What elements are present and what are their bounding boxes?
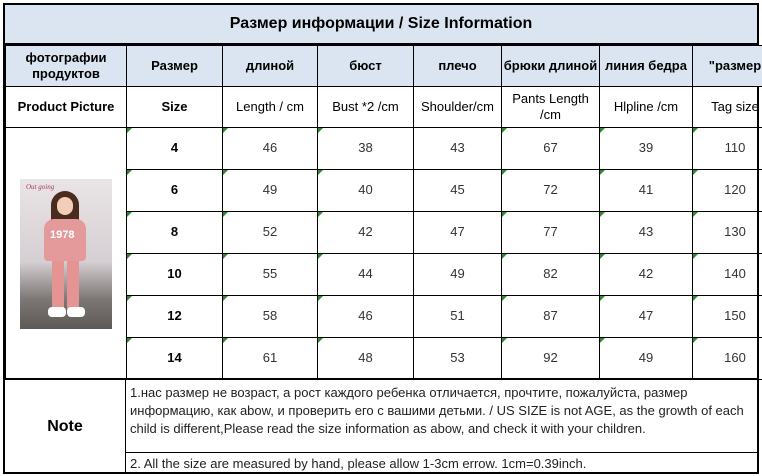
header-en-size: Size <box>127 87 223 128</box>
header-row-english <box>6 87 762 128</box>
header-en-length: Length / cm <box>223 87 318 128</box>
cell-length: 61 <box>223 338 318 380</box>
photo-wall-text: Out going <box>26 182 55 191</box>
note-label: Note <box>5 380 126 474</box>
header-en-hipline: Hlpline /cm <box>600 87 693 128</box>
cell-tag: 160 <box>693 338 762 380</box>
header-en-pants-length: Pants Length /cm <box>502 87 600 128</box>
cell-shoulder: 43 <box>414 128 502 170</box>
cell-pants: 87 <box>502 296 600 338</box>
table-row <box>6 128 762 170</box>
cell-pants: 82 <box>502 254 600 296</box>
cell-shoulder: 47 <box>414 212 502 254</box>
cell-length: 49 <box>223 170 318 212</box>
cell-length: 52 <box>223 212 318 254</box>
cell-tag: 150 <box>693 296 762 338</box>
size-chart-sheet <box>3 3 762 474</box>
header-ru-shoulder: плечо <box>414 46 502 87</box>
cell-hip: 42 <box>600 254 693 296</box>
cell-bust: 46 <box>318 296 414 338</box>
header-row-russian <box>6 46 762 87</box>
cell-bust: 48 <box>318 338 414 380</box>
child-model-photo-icon <box>20 179 112 329</box>
cell-hip: 49 <box>600 338 693 380</box>
cell-pants: 72 <box>502 170 600 212</box>
cell-tag: 120 <box>693 170 762 212</box>
cell-tag: 130 <box>693 212 762 254</box>
header-ru-hipline: линия бедра <box>600 46 693 87</box>
shoe-right-shape <box>67 307 85 317</box>
header-en-bust: Bust *2 /cm <box>318 87 414 128</box>
cell-shoulder: 45 <box>414 170 502 212</box>
cell-hip: 47 <box>600 296 693 338</box>
note-section <box>5 378 757 472</box>
cell-size: 6 <box>127 170 223 212</box>
pants-right-shape <box>67 261 79 309</box>
cell-pants: 92 <box>502 338 600 380</box>
cell-bust: 38 <box>318 128 414 170</box>
shirt-number: 1978 <box>50 228 75 241</box>
header-en-tag-size: Tag size <box>693 87 762 128</box>
cell-pants: 77 <box>502 212 600 254</box>
cell-length: 58 <box>223 296 318 338</box>
header-en-product-picture: Product Picture <box>6 87 127 128</box>
cell-tag: 110 <box>693 128 762 170</box>
cell-size: 4 <box>127 128 223 170</box>
size-table <box>5 45 762 380</box>
cell-size: 14 <box>127 338 223 380</box>
header-ru-pants-length: брюки длиной <box>502 46 600 87</box>
header-ru-size: Размер <box>127 46 223 87</box>
note-text-second: 2. All the size are measured by hand, please allow 1-3cm errow. 1cm=0.39inch. <box>130 456 587 471</box>
header-en-shoulder: Shoulder/cm <box>414 87 502 128</box>
cell-hip: 41 <box>600 170 693 212</box>
cell-length: 55 <box>223 254 318 296</box>
cell-bust: 44 <box>318 254 414 296</box>
header-ru-product-picture: фотографии продуктов <box>6 46 127 87</box>
cell-shoulder: 51 <box>414 296 502 338</box>
cell-hip: 43 <box>600 212 693 254</box>
cell-shoulder: 49 <box>414 254 502 296</box>
cell-pants: 67 <box>502 128 600 170</box>
chart-title: Размер информации / Size Information <box>5 5 757 45</box>
product-picture-cell <box>6 128 127 380</box>
header-ru-length: длиной <box>223 46 318 87</box>
header-ru-tag-size: "размер <box>693 46 762 87</box>
cell-bust: 40 <box>318 170 414 212</box>
cell-size: 10 <box>127 254 223 296</box>
cell-bust: 42 <box>318 212 414 254</box>
header-ru-bust: бюст <box>318 46 414 87</box>
cell-length: 46 <box>223 128 318 170</box>
cell-hip: 39 <box>600 128 693 170</box>
cell-shoulder: 53 <box>414 338 502 380</box>
cell-size: 12 <box>127 296 223 338</box>
note-text-first: 1.нас размер не возраст, а рост каждого ребенка отличается, прочтите, пожалуйста, размер информацию, как abow, и проверить его с вашими детьми. / US SIZE is not AGE, as the growth of each child is different,Please read the size information as abow, and check it with your children. <box>126 380 757 453</box>
cell-size: 8 <box>127 212 223 254</box>
cell-tag: 140 <box>693 254 762 296</box>
face-shape <box>57 197 73 215</box>
shoe-left-shape <box>48 307 66 317</box>
pants-left-shape <box>52 261 64 309</box>
